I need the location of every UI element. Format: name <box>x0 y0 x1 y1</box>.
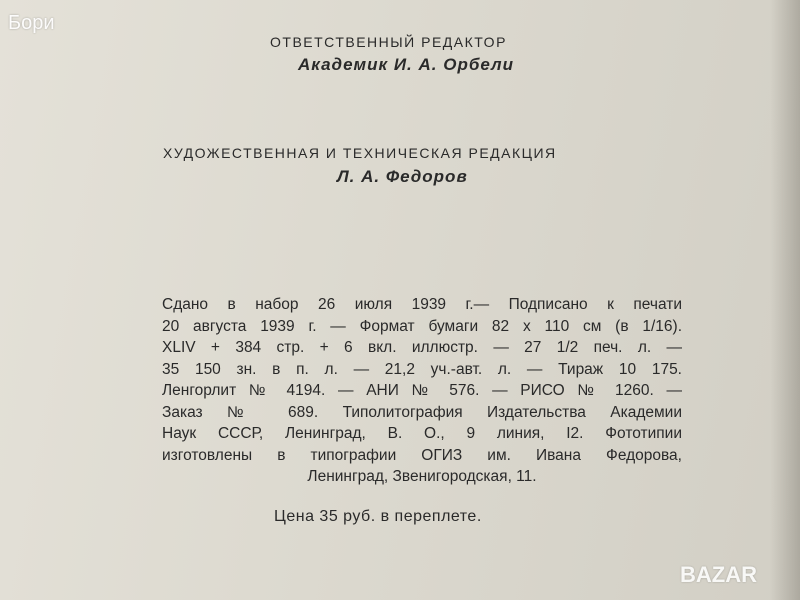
imprint-line: изготовлены в типографии ОГИЗ им. Ивана Федорова, <box>162 446 682 464</box>
imprint-line: Наук СССР, Ленинград, В. О., 9 линия, I2. Фототипии <box>162 425 682 442</box>
editor-name: Академик И. А. Орбели <box>298 55 514 74</box>
imprint-line: XLIV + 384 стр. + 6 вкл. иллюстр. — 27 1/2 печ. л. — <box>162 339 682 356</box>
imprint-block <box>162 294 682 488</box>
watermark-bottom-right: BAZAR <box>680 562 757 587</box>
imprint-line: Сдано в набор 26 июля 1939 г.— Подписано к печати <box>162 296 682 313</box>
imprint-line: Ленинград, Звенигородская, 11. <box>307 468 537 485</box>
editor-heading: ОТВЕТСТВЕННЫЙ РЕДАКТОР <box>270 34 507 50</box>
art-tech-name: Л. А. Федоров <box>337 167 468 186</box>
art-tech-heading: ХУДОЖЕСТВЕННАЯ И ТЕХНИЧЕСКАЯ РЕДАКЦИЯ <box>163 145 557 161</box>
imprint-line: Заказ № 689. Типолитография Издательства Академии <box>162 403 682 421</box>
watermark-top-left: Бори <box>8 12 55 34</box>
imprint-line: Ленгорлит № 4194. — АНИ № 576. — РИСО № 1260. — <box>162 382 682 399</box>
page-edge-shadow <box>770 0 800 600</box>
price-line: Цена 35 руб. в переплете. <box>274 508 482 525</box>
imprint-line: 20 августа 1939 г. — Формат бумаги 82 x 110 см (в 1/16). <box>162 317 682 335</box>
imprint-line: 35 150 зн. в п. л. — 21,2 уч.-авт. л. — Тираж 10 175. <box>162 360 682 378</box>
